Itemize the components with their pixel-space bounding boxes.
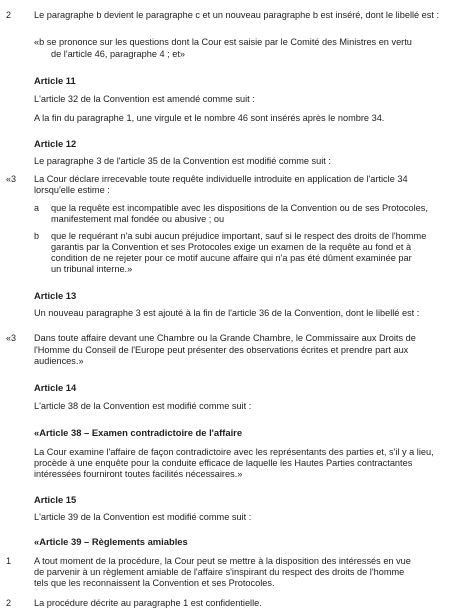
article-heading: Article 11 xyxy=(34,75,76,86)
quote-line: A tout moment de la procédure, la Cour peut se mettre à la disposition des intéressés en vue xyxy=(34,556,411,566)
quote-line: intéressées fourniront toutes facilités nécessaires.» xyxy=(34,469,243,479)
quote-line: «b se prononce sur les questions dont la Cour est saisie par le Comité des Ministres en vertu xyxy=(34,37,412,47)
quote-line: La Cour déclare irrecevable toute requête individuelle introduite en application de l'article 34 xyxy=(34,174,408,184)
list-item-line: condition de ne rejeter pour ce motif aucune affaire qui n'a pas été dûment examinée par xyxy=(51,253,412,263)
quote-line: tels que les reconnaissent la Convention et ses Protocoles. xyxy=(34,578,275,588)
paragraph-text: L'article 38 de la Convention est modifié comme suit : xyxy=(34,401,252,411)
list-marker: a xyxy=(34,203,40,213)
list-marker: b xyxy=(34,231,40,241)
quote-line: audiences.» xyxy=(34,356,84,366)
list-item-line: que le requérant n'a subi aucun préjudice important, sauf si le respect des droits de l'homme xyxy=(51,231,427,241)
paragraph-text: Le paragraphe 3 de l'article 35 de la Convention est modifié comme suit : xyxy=(34,156,331,166)
quote-line: lorsqu'elle estime : xyxy=(34,185,110,195)
paragraph-number: 2 xyxy=(6,598,12,608)
paragraph-text: La procédure décrite au paragraphe 1 est confidentielle. xyxy=(34,598,262,608)
section-heading: «Article 39 – Règlements amiables xyxy=(34,536,188,547)
list-item-line: un tribunal interne.» xyxy=(51,264,133,274)
paragraph-text: Un nouveau paragraphe 3 est ajouté à la fin de l'article 36 de la Convention, dont le libellé est : xyxy=(34,308,420,318)
list-item-line: manifestement mal fondée ou abusive ; ou xyxy=(51,214,225,224)
quote-line: de l'article 46, paragraphe 4 ; et» xyxy=(51,49,186,59)
article-heading: Article 12 xyxy=(34,138,77,149)
paragraph-number: 1 xyxy=(6,556,12,566)
quote-line: l'Homme du Conseil de l'Europe peut présenter des observations écrites et prendre part aux xyxy=(34,345,409,355)
paragraph-text: Le paragraphe b devient le paragraphe c et un nouveau paragraphe b est inséré, dont le libellé est : xyxy=(34,10,440,20)
paragraph-text: L'article 39 de la Convention est modifié comme suit : xyxy=(34,512,252,522)
article-heading: Article 15 xyxy=(34,494,77,505)
list-item-line: garantis par la Convention et ses Protocoles exige un examen de la requête au fond et à xyxy=(51,242,412,252)
quote-line: La Cour examine l'affaire de façon contradictoire avec les représentants des parties et, s'il y a lieu, xyxy=(34,447,434,457)
section-heading: «Article 38 – Examen contradictoire de l'affaire xyxy=(34,427,243,438)
quote-marker: «3 xyxy=(6,174,17,184)
paragraph-number: 2 xyxy=(6,10,12,20)
article-heading: Article 13 xyxy=(34,290,77,301)
quote-line: procède à une enquête pour la conduite efficace de laquelle les Hautes Parties contractantes xyxy=(34,458,413,468)
quote-marker: «3 xyxy=(6,333,17,343)
article-heading: Article 14 xyxy=(34,382,77,393)
list-item-line: que la requête est incompatible avec les dispositions de la Convention ou de ses Protocoles, xyxy=(51,203,428,213)
paragraph-text: A la fin du paragraphe 1, une virgule et le nombre 46 sont insérés après le nombre 34. xyxy=(34,113,385,123)
quote-line: Dans toute affaire devant une Chambre ou la Grande Chambre, le Commissaire aux Droits de xyxy=(34,333,416,343)
quote-line: de parvenir à un règlement amiable de l'affaire s'inspirant du respect des droits de l'homme xyxy=(34,567,405,577)
paragraph-text: L'article 32 de la Convention est amendé comme suit : xyxy=(34,94,255,104)
